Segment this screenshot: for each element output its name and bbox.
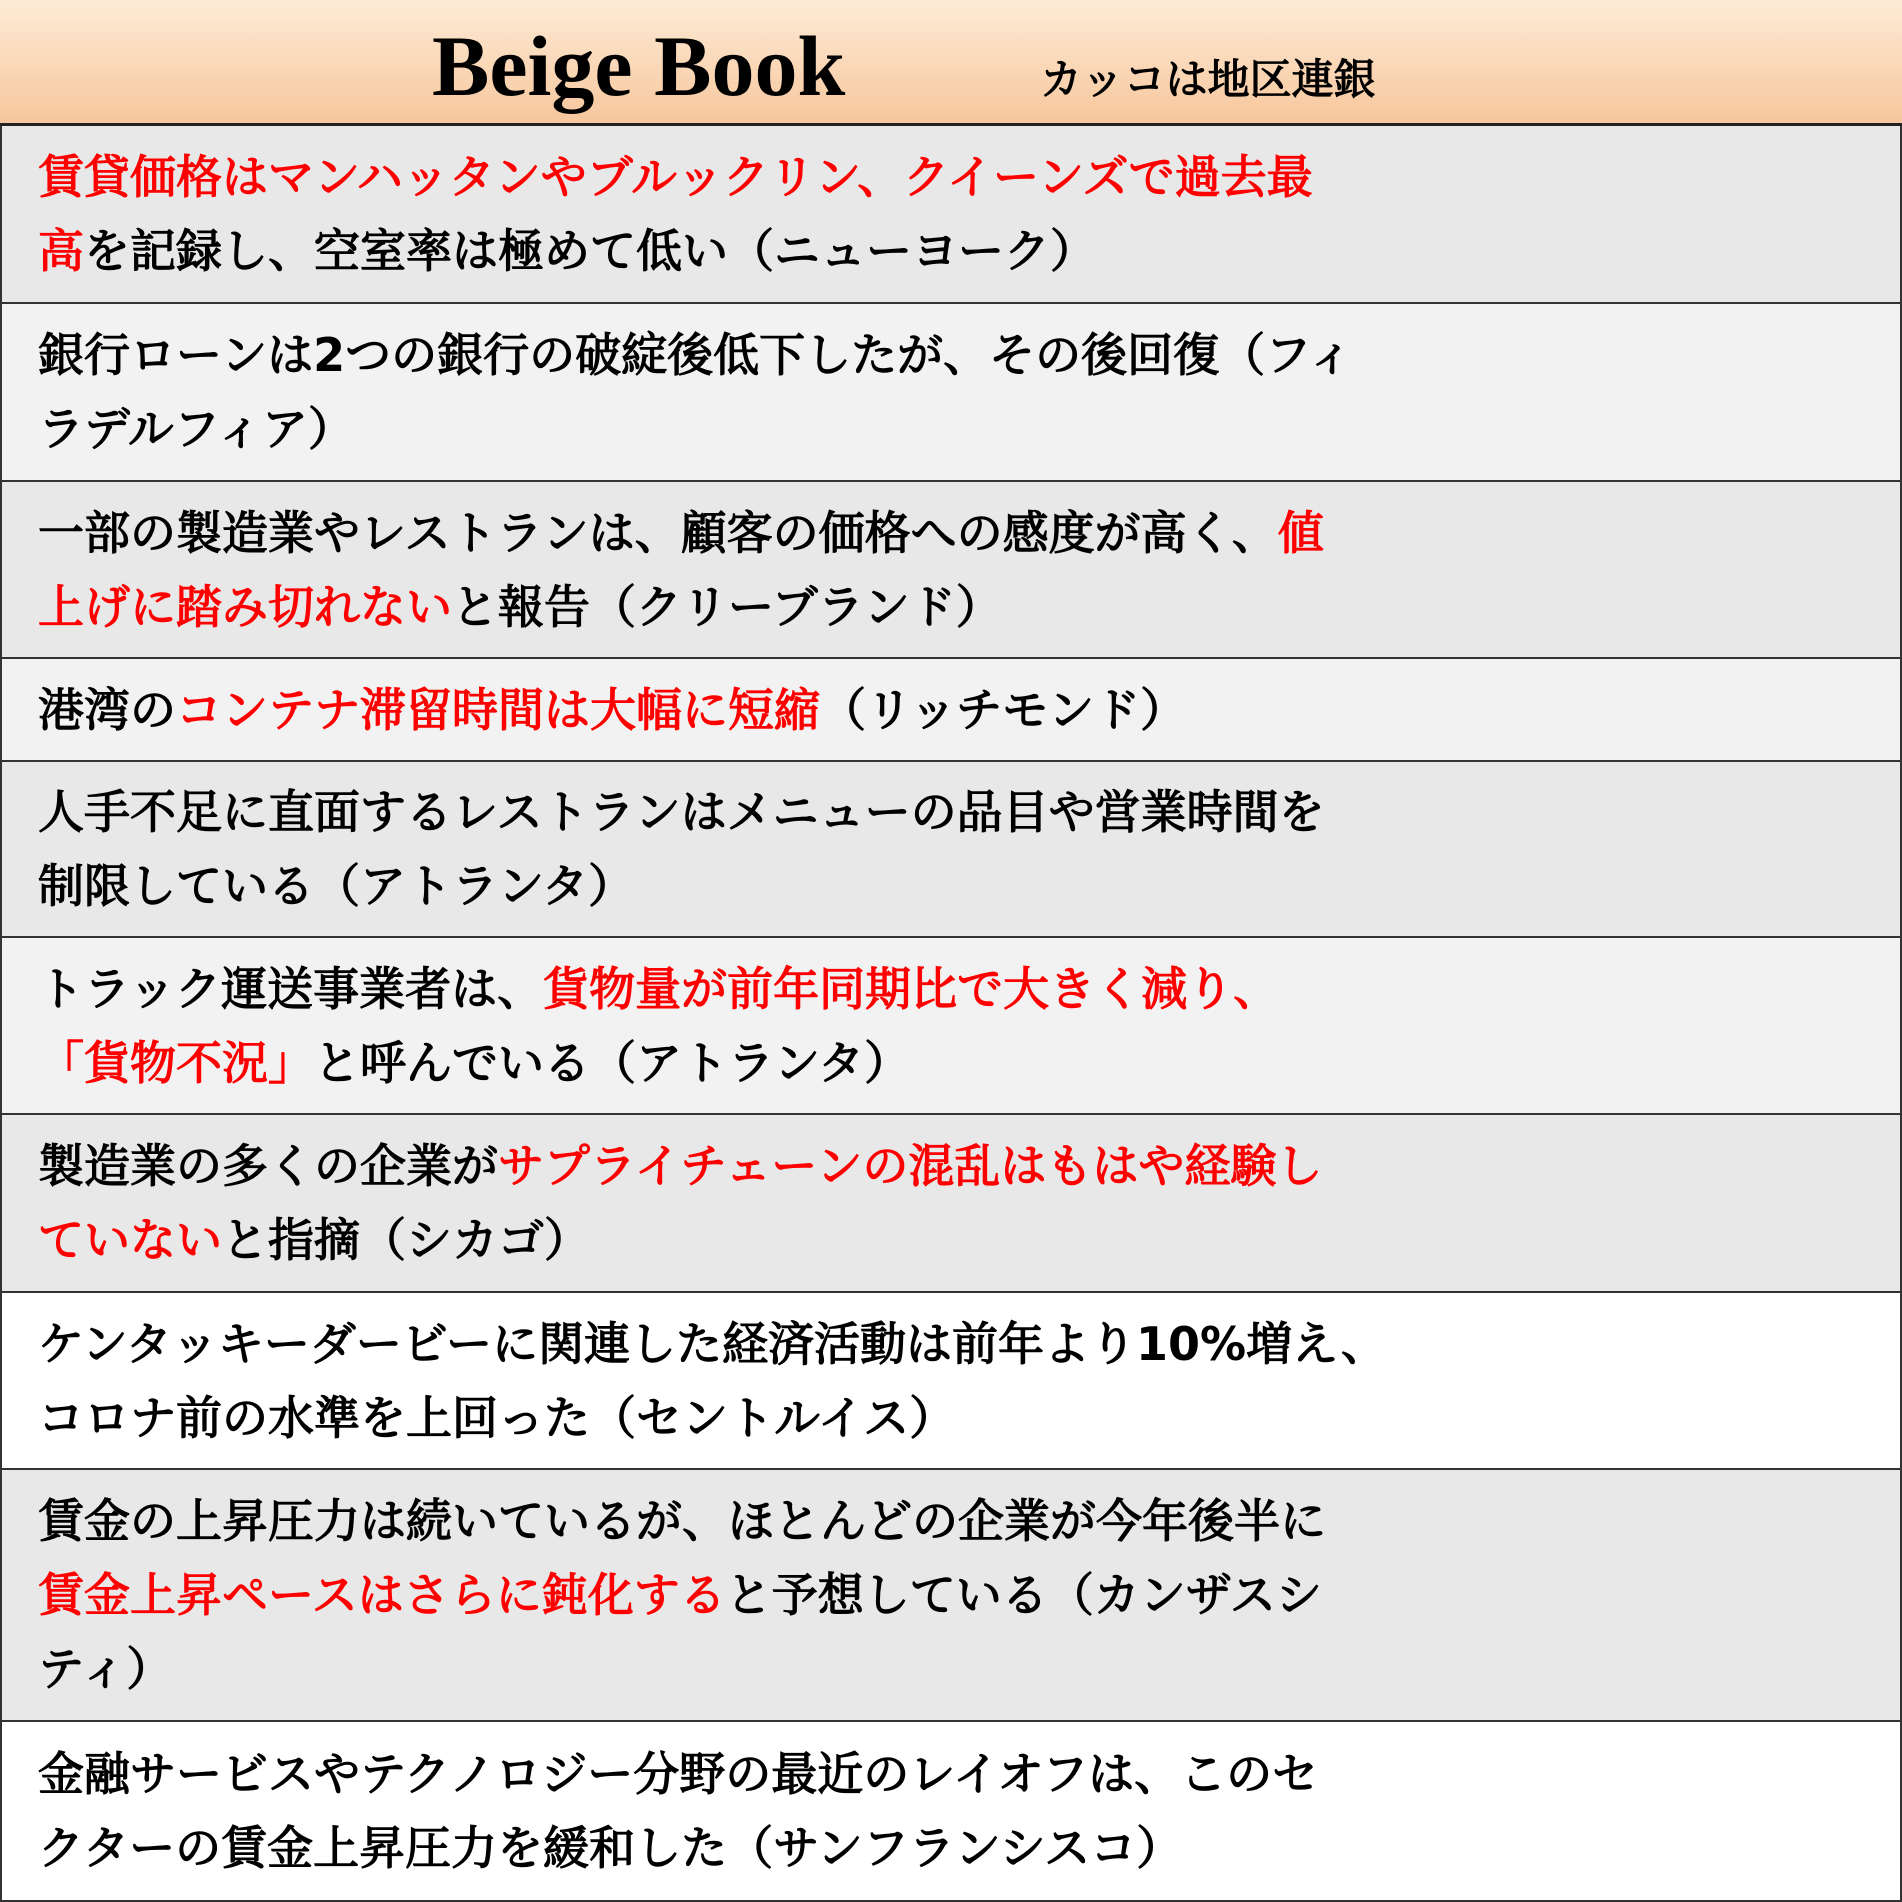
body-text: トラック運送事業者は、: [38, 961, 544, 1016]
list-item: [0, 1115, 1902, 1293]
list-item: [0, 1470, 1902, 1722]
list-item-text: [38, 1737, 1318, 1885]
body-text: 港湾の: [38, 682, 176, 737]
highlight-text: 貨物量が前年同期比で大きく減り、 「貨物不況」: [38, 961, 1280, 1090]
list-item-text: [38, 1307, 1387, 1455]
list-item: [0, 304, 1902, 482]
highlight-text: サプライチェーンの混乱はもはや経験し ていない: [38, 1139, 1323, 1267]
list-item: [0, 1722, 1902, 1902]
list-item-text: [38, 952, 1279, 1100]
list-item: [0, 1293, 1902, 1470]
body-text: と指摘（シカゴ）: [222, 1213, 590, 1267]
highlight-text: 賃金上昇ペースはさらに鈍化する: [38, 1568, 726, 1622]
highlight-text: 値 上げに踏み切れない: [38, 505, 1324, 634]
list-item-text: [38, 1484, 1326, 1706]
body-text: 製造業の多くの企業が: [38, 1139, 498, 1193]
body-text: と予想している（カンザスシ ティ）: [38, 1568, 1322, 1696]
highlight-text: 賃貸価格はマンハッタンやブルックリン、クイーンズで過去最 高: [38, 150, 1313, 278]
highlight-text: コンテナ滞留時間は大幅に短縮: [176, 682, 820, 737]
body-text: 銀行ローンは2つの銀行の破綻後低下したが、その後回復（フィ ラデルフィア）: [38, 328, 1354, 456]
body-text: 一部の製造業やレストランは、顧客の価格への感度が高く、: [38, 505, 1278, 560]
list-item-text: [38, 1129, 1322, 1277]
page-title: Beige Book: [432, 18, 846, 114]
body-text: 金融サービスやテクノロジー分野の最近のレイオフは、このセ クターの賃金上昇圧力を緩和した（サンフランシスコ）: [38, 1747, 1319, 1875]
list-item: [0, 762, 1902, 938]
body-text: 賃金の上昇圧力は続いているが、ほとんどの企業が今年後半に: [38, 1494, 1326, 1548]
header-banner: [0, 0, 1902, 126]
list-item: [0, 938, 1902, 1115]
list-item: [0, 482, 1902, 659]
body-text: ケンタッキーダービーに関連した経済活動は前年より10%増え、 コロナ前の水準を上回った（セントルイス）: [38, 1316, 1387, 1445]
list-item-text: [38, 140, 1313, 288]
list-item-text: [38, 318, 1353, 466]
page-subtitle: カッコは地区連銀: [1040, 55, 1376, 104]
list-item: [0, 659, 1902, 762]
body-text: と報告（クリーブランド）: [452, 579, 1002, 634]
list-item-text: [38, 673, 1186, 747]
list-item-text: [38, 775, 1325, 923]
body-text: を記録し、空室率は極めて低い（ニューヨーク）: [84, 224, 1096, 278]
body-text: （リッチモンド）: [820, 682, 1187, 737]
list-item: [0, 126, 1902, 304]
list-item-text: [38, 496, 1324, 644]
body-text: と呼んでいる（アトランタ）: [314, 1035, 911, 1090]
body-text: 人手不足に直面するレストランはメニューの品目や営業時間を 制限している（アトランタ）: [38, 785, 1325, 913]
